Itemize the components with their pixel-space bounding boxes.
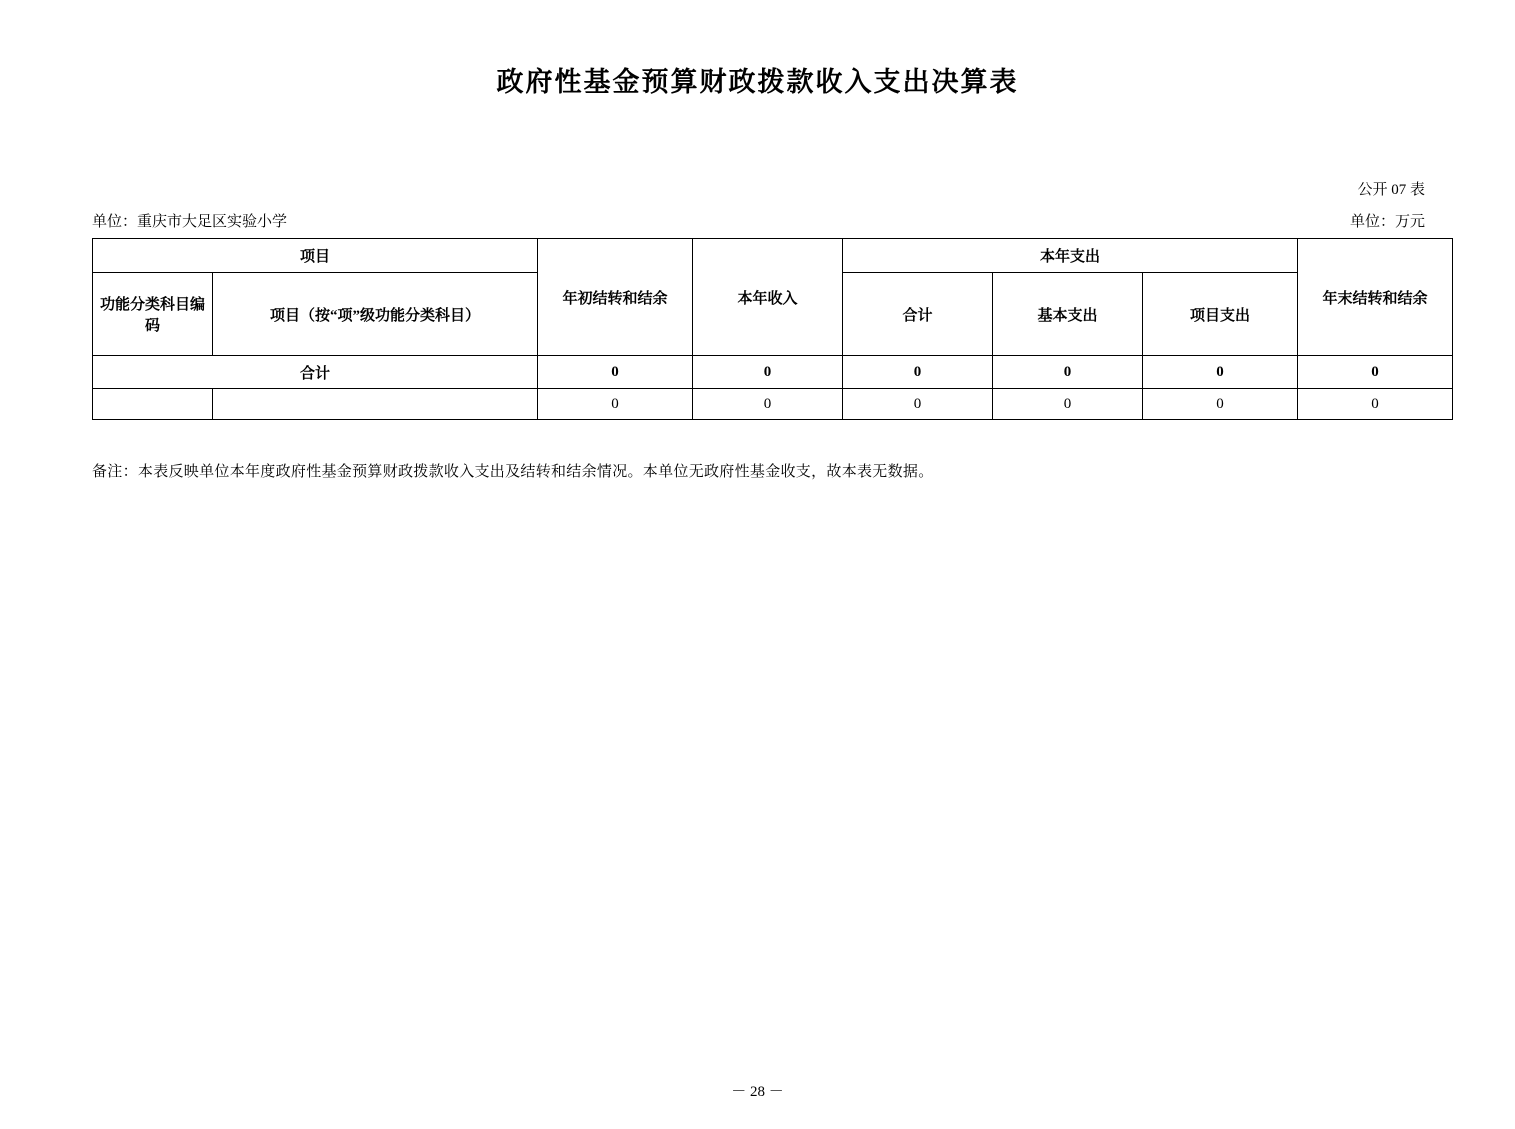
cell-function-code bbox=[93, 389, 213, 420]
cell-current-year-income: 0 bbox=[693, 389, 843, 420]
header-current-year-income: 本年收入 bbox=[693, 239, 843, 356]
page-title: 政府性基金预算财政拨款收入支出决算表 bbox=[496, 67, 1019, 97]
cell-basic-expenditure: 0 bbox=[993, 389, 1143, 420]
cell-project-name bbox=[213, 389, 538, 420]
table-row bbox=[93, 389, 1453, 420]
table-row bbox=[93, 356, 1453, 389]
table-header-row-1 bbox=[93, 239, 1453, 273]
header-expenditure-total: 合计 bbox=[843, 273, 993, 356]
header-beginning-balance: 年初结转和结余 bbox=[538, 239, 693, 356]
header-basic-expenditure: 基本支出 bbox=[993, 273, 1143, 356]
sheet-number: 公开 07 表 bbox=[1357, 182, 1425, 198]
meta-row bbox=[92, 210, 1425, 230]
header-ending-balance: 年末结转和结余 bbox=[1298, 239, 1453, 356]
cell-expenditure-total: 0 bbox=[843, 389, 993, 420]
header-project-name: 项目（按“项”级功能分类科目） bbox=[213, 273, 538, 356]
row-label-total: 合计 bbox=[93, 356, 538, 389]
document-page bbox=[0, 60, 1515, 1129]
page-number: － 28 － bbox=[731, 1084, 784, 1100]
header-expenditure-group: 本年支出 bbox=[843, 239, 1298, 273]
header-function-code: 功能分类科目编码 bbox=[93, 273, 213, 356]
budget-table bbox=[92, 238, 1453, 420]
cell-expenditure-total: 0 bbox=[843, 356, 993, 389]
cell-beginning-balance: 0 bbox=[538, 356, 693, 389]
header-project-group: 项目 bbox=[93, 239, 538, 273]
cell-current-year-income: 0 bbox=[693, 356, 843, 389]
table-note: 备注：本表反映单位本年度政府性基金预算财政拨款收入支出及结转和结余情况。本单位无政府性基金收支，故本表无数据。 bbox=[92, 464, 934, 480]
cell-project-expenditure: 0 bbox=[1143, 389, 1298, 420]
cell-beginning-balance: 0 bbox=[538, 389, 693, 420]
amount-unit-label: 单位：万元 bbox=[1349, 214, 1425, 230]
cell-ending-balance: 0 bbox=[1298, 356, 1453, 389]
header-project-expenditure: 项目支出 bbox=[1143, 273, 1298, 356]
cell-project-expenditure: 0 bbox=[1143, 356, 1298, 389]
cell-ending-balance: 0 bbox=[1298, 389, 1453, 420]
cell-basic-expenditure: 0 bbox=[993, 356, 1143, 389]
unit-label: 单位：重庆市大足区实验小学 bbox=[92, 214, 288, 230]
